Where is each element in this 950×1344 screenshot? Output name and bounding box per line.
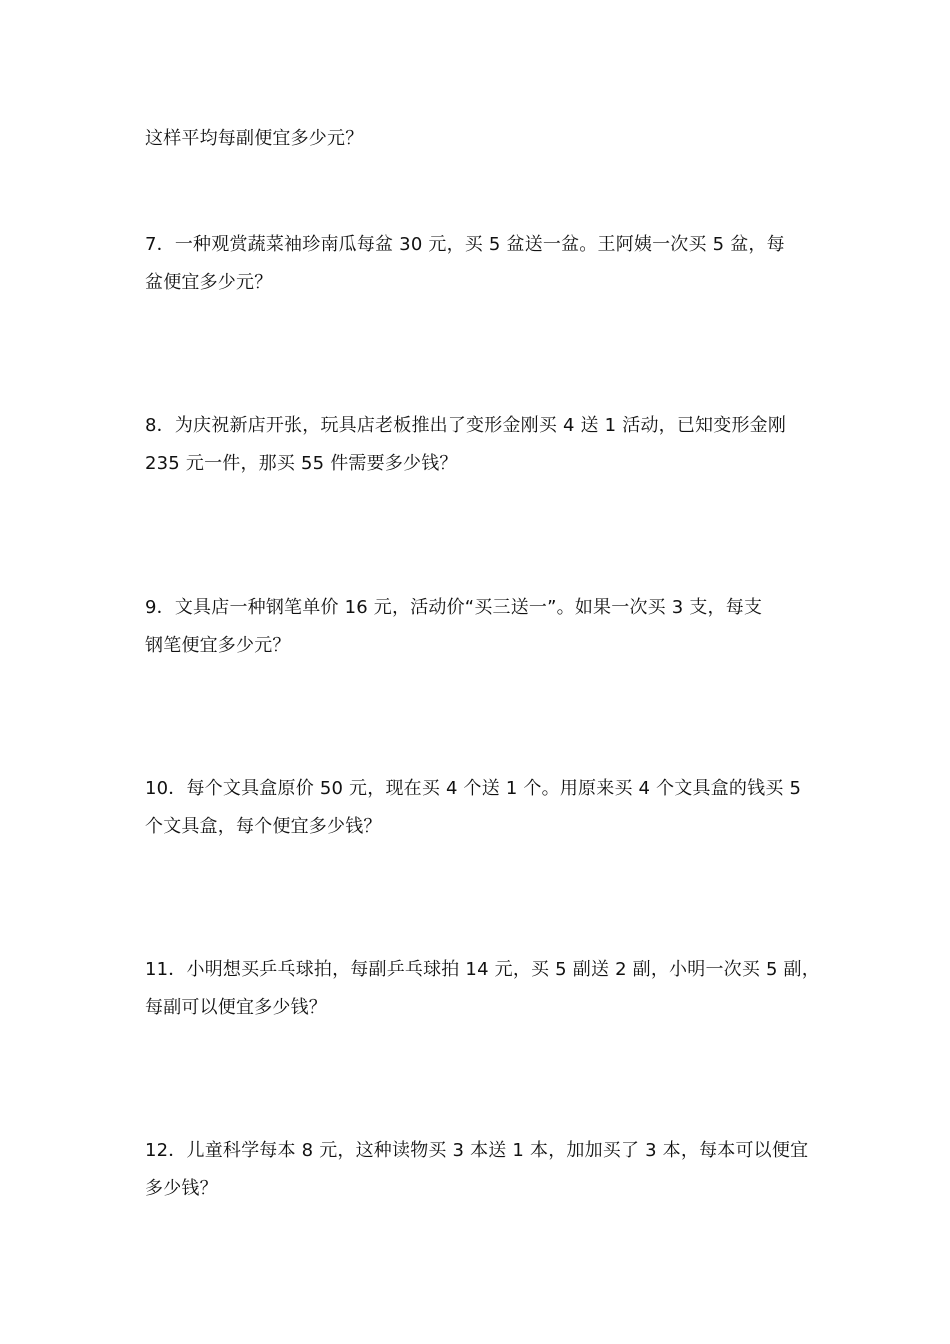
question-12-line-2: 多少钱？ (145, 1178, 218, 1199)
question-8-line-2: 235 元一件，那买 55 件需要多少钱？ (145, 453, 458, 474)
question-11-line-2: 每副可以便宜多少钱？ (145, 997, 327, 1018)
question-8-line-1: 8．为庆祝新店开张，玩具店老板推出了变形金刚买 4 送 1 活动，已知变形金刚 (145, 415, 787, 436)
question-9-line-2: 钢笔便宜多少元？ (145, 635, 291, 656)
question-7-line-1: 7．一种观赏蔬菜袖珍南瓜每盆 30 元，买 5 盆送一盆。王阿姨一次买 5 盆，每 (145, 234, 785, 255)
question-10-line-1: 10．每个文具盒原价 50 元，现在买 4 个送 1 个。用原来买 4 个文具盒的钱买 5 (145, 778, 802, 799)
question-6-continuation: 这样平均每副便宜多少元？ (145, 128, 364, 149)
question-9-line-1: 9．文具店一种钢笔单价 16 元，活动价“买三送一”。如果一次买 3 支，每支 (145, 597, 763, 618)
question-7-line-2: 盆便宜多少元？ (145, 272, 273, 293)
question-10-line-2: 个文具盒，每个便宜多少钱？ (145, 816, 382, 837)
question-12-line-1: 12．儿童科学每本 8 元，这种读物买 3 本送 1 本，加加买了 3 本，每本可以便宜 (145, 1140, 809, 1161)
question-11-line-1: 11．小明想买乒乓球拍，每副乒乓球拍 14 元，买 5 副送 2 副，小明一次买 5 副， (145, 959, 820, 980)
